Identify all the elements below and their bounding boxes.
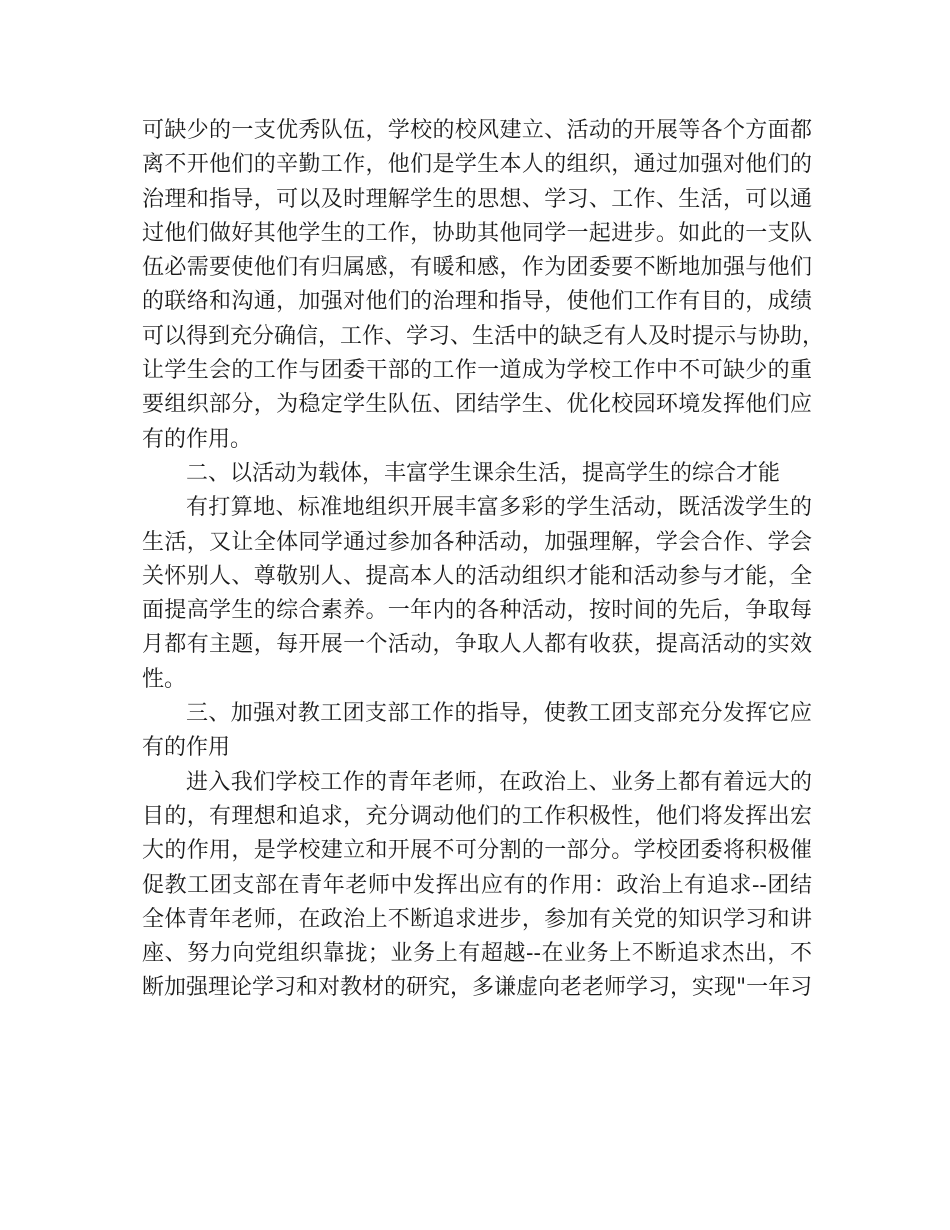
text-line: 过他们做好其他学生的工作，协助其他同学一起进步。如此的一支队 — [142, 220, 812, 246]
text-line: 关怀别人、尊敬别人、提高本人的活动组织才能和活动参与才能，全 — [142, 563, 812, 589]
text-line: 可缺少的一支优秀队伍，学校的校风建立、活动的开展等各个方面都 — [142, 118, 812, 143]
text-line: 月都有主题，每开展一个活动，争取人人都有收获，提高活动的实效 — [142, 632, 812, 658]
text-line: 有的作用。 — [142, 426, 253, 452]
text-line: 可以得到充分确信，工作、学习、生活中的缺乏有人及时提示与协助， — [142, 323, 825, 349]
section-heading-continued: 有的作用 — [142, 735, 231, 761]
text-line: 让学生会的工作与团委干部的工作一道成为学校工作中不可缺少的重 — [142, 358, 812, 384]
text-line: 性。 — [142, 666, 187, 692]
text-line: 进入我们学校工作的青年老师，在政治上、业务上都有着远大的 — [186, 769, 812, 795]
text-line: 的联络和沟通，加强对他们的治理和指导，使他们工作有目的，成绩 — [142, 289, 812, 315]
section-heading: 二、以活动为载体，丰富学生课余生活，提高学生的综合才能 — [186, 460, 781, 486]
text-line: 生活，又让全体同学通过参加各种活动，加强理解，学会合作、学会 — [142, 529, 812, 555]
text-line: 治理和指导，可以及时理解学生的思想、学习、工作、生活，可以通 — [142, 186, 812, 212]
text-line: 大的作用，是学校建立和开展不可分割的一部分。学校团委将积极催 — [142, 838, 812, 864]
text-line: 有打算地、标准地组织开展丰富多彩的学生活动，既活泼学生的 — [186, 495, 812, 521]
text-line: 全体青年老师，在政治上不断追求进步，参加有关党的知识学习和讲 — [142, 906, 812, 932]
text-line: 目的，有理想和追求，充分调动他们的工作积极性，他们将发挥出宏 — [142, 803, 812, 829]
text-line: 座、努力向党组织靠拢；业务上有超越--在业务上不断追求杰出，不 — [142, 941, 812, 967]
section-heading: 三、加强对教工团支部工作的指导，使教工团支部充分发挥它应 — [186, 701, 812, 727]
text-line: 面提高学生的综合素养。一年内的各种活动，按时间的先后，争取每 — [142, 598, 812, 624]
text-line: 要组织部分，为稳定学生队伍、团结学生、优化校园环境发挥他们应 — [142, 392, 812, 418]
text-line: 离不开他们的辛勤工作，他们是学生本人的组织，通过加强对他们的 — [142, 152, 812, 178]
text-line: 促教工团支部在青年老师中发挥出应有的作用：政治上有追求--团结 — [142, 872, 812, 898]
text-line: 伍必需要使他们有归属感，有暖和感，作为团委要不断地加强与他们 — [142, 255, 812, 281]
body-text — [142, 114, 825, 1006]
text-line: 断加强理论学习和对教材的研究，多谦虚向老老师学习，实现"一年习 — [142, 975, 813, 1001]
